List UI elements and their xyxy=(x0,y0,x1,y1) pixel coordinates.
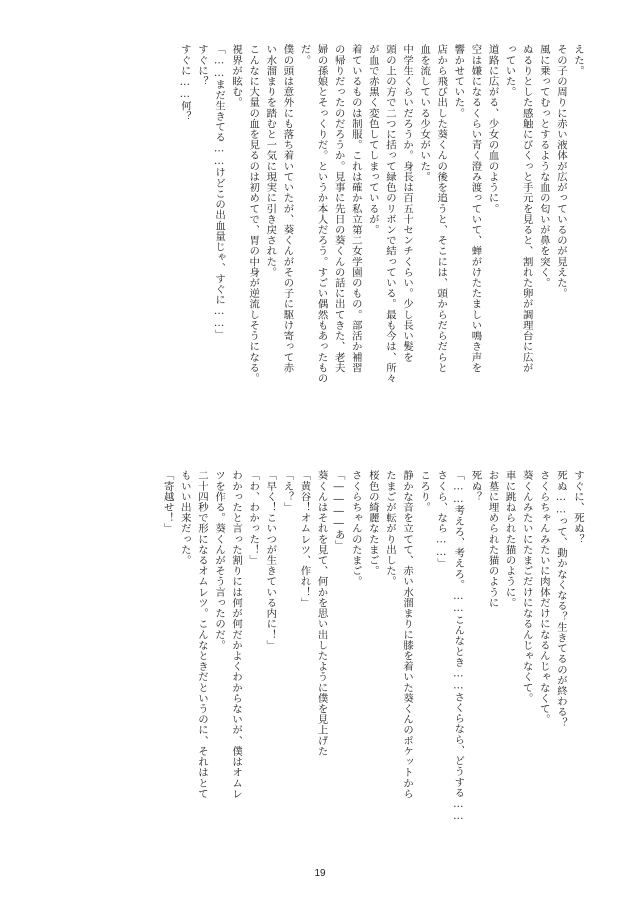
text-line: 葵くんみたいにたまごだけになるんじゃなくて。 xyxy=(520,470,533,704)
text-line: こんなに大量の血を見るのは初めてで、胃の中身が逆流しそうになる。 xyxy=(247,44,260,384)
text-line: 響かせていた。 xyxy=(452,44,465,119)
lower-text-block xyxy=(159,470,586,866)
text-line: 「わ、わかった！」 xyxy=(247,470,260,566)
text-line: 風に乗ってむっとするような血の匂いが鼻を突く。 xyxy=(537,44,550,288)
text-line: わかったと言った割りには何が何だかよくわからないが、僕はオムレ xyxy=(230,470,243,799)
text-line: さくら、なら……」 xyxy=(435,470,448,569)
text-line: たまごが転がり出した。 xyxy=(383,470,396,587)
text-line: 静かな音を立てて、赤い水溜まりに膝を着いた葵くんのポケットから xyxy=(401,470,414,799)
text-line: 中学生くらいだろうか。身長は百五十センチくらい。少し長い髪を xyxy=(401,44,414,363)
text-line: 頭の上の方で二つに括って緑色のリボンで結っている。最も今は、所々 xyxy=(383,44,396,384)
text-line: 「寄越せ！」 xyxy=(161,470,174,534)
upper-text-block xyxy=(176,44,586,440)
text-line: だ。 xyxy=(298,44,311,66)
text-line: 「早く！こいつが生きている内に！」 xyxy=(264,470,277,651)
text-line: 「……考えろ、考えろ。……こんなとき……さくらなら、どうする…… xyxy=(452,470,465,823)
text-line: ぬるりとした感触にびくっと手元を見ると、割れた卵が調理台に広が xyxy=(520,44,533,373)
text-line: 婦の孫娘とそっくりだ。というか本人だろう。すごい偶然もあったもの xyxy=(315,44,328,384)
text-line: い水溜まりを踏むと一気に現実に引き戻された。 xyxy=(264,44,277,278)
text-line: すぐに、死ぬ？ xyxy=(572,470,584,545)
text-line: 空は嫌になるくらい青く澄み渡っていて、蝉がけたたましい鳴き声を xyxy=(469,44,482,373)
text-line: 店から飛び出した葵くんの後を追うと、そこには、頭からだらだらと xyxy=(435,44,448,373)
text-line: すぐに……何？ xyxy=(178,44,191,122)
text-line: その子の周りに赤い液体が広がっているのが見えた。 xyxy=(554,44,567,299)
text-line: えた。 xyxy=(572,44,584,76)
text-line: さくらちゃんみたいに肉体だけになるんじゃなくて。 xyxy=(537,470,550,725)
text-line: 車に跳ねられた猫のように。 xyxy=(503,470,516,608)
text-line: 僕の頭は意外にも落ち着いていたが、葵くんがその子に駆け寄って赤 xyxy=(281,44,294,373)
text-line: っていた。 xyxy=(503,44,516,98)
page-number: 19 xyxy=(314,868,326,879)
text-line: すぐに？ xyxy=(195,44,208,87)
text-line: 「黄谷！オムレツ、作れ！」 xyxy=(298,470,311,608)
text-line: もいい出来だった。 xyxy=(178,470,191,566)
text-line: 視界が眩む。 xyxy=(230,44,243,108)
text-line: 血を流している少女がいた。 xyxy=(418,44,431,182)
text-line: ころり。 xyxy=(418,470,431,513)
text-line: 二十四秒で形になるオムレツ。こんなときだというのに、それはとて xyxy=(195,470,208,799)
text-line: さくらちゃんのたまご。 xyxy=(349,470,362,587)
text-line: 死ぬ？ xyxy=(469,470,482,502)
text-line: 桜色の綺麗なたまご。 xyxy=(366,470,379,577)
text-line: が血で赤黒く変色してしまっているが。 xyxy=(366,44,379,235)
text-line: の帰りだったのだろうか。見事に先日の葵くんの話に出てきた、老夫 xyxy=(332,44,345,373)
text-line: 「――――あ」 xyxy=(332,470,345,551)
text-line: ツを作る。葵くんがそう言ったのだ。 xyxy=(213,470,226,651)
text-line: 「え？」 xyxy=(281,470,294,513)
text-line: 道路に広がる、少女の血のように。 xyxy=(486,44,499,214)
text-line: 着ているものは制服。これは確か私立第二女学園のもの。部活か補習 xyxy=(349,44,362,373)
text-line: 死ぬ……って、動かなくなる？生きてるのが終わる？ xyxy=(554,470,567,728)
text-line: 葵くんはそれを見て、何かを思い出したように僕を見上げた xyxy=(315,470,328,757)
text-line: 「……まだ生きてる……けどこの出血量じゃ、すぐに……」 xyxy=(213,44,226,341)
text-line: お墓に埋められた猫のように xyxy=(486,470,499,608)
